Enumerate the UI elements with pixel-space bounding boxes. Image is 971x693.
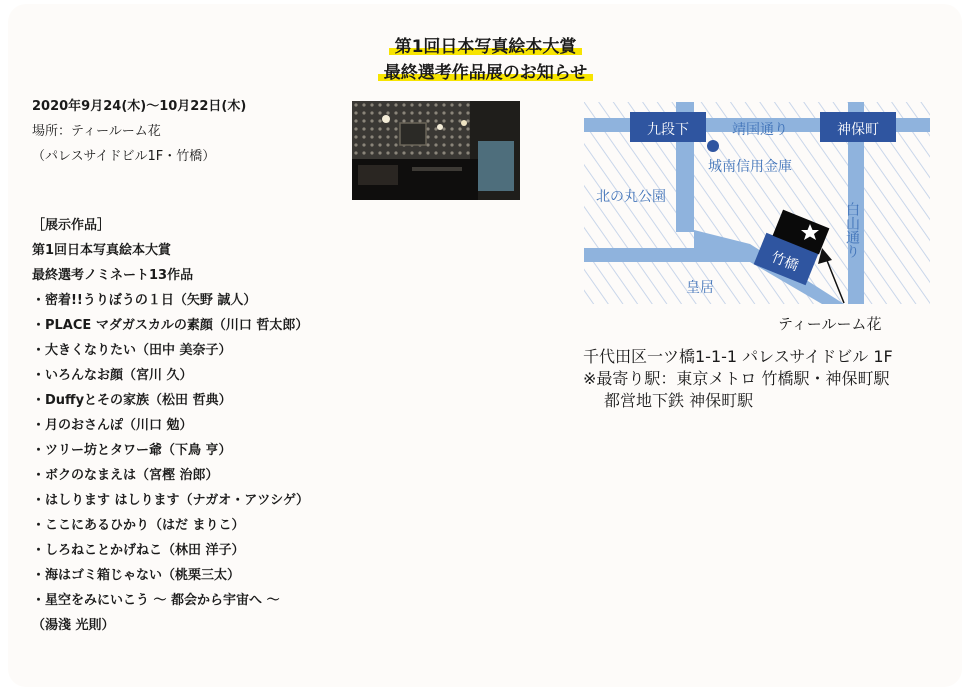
event-venue: 場所：ティールーム花 [32,124,161,139]
bank-marker [707,140,719,152]
event-info [32,94,352,638]
title-line-2: 最終選考作品展のお知らせ [378,63,594,83]
event-date: 2020年9月24(木)〜10月22日(木) [32,99,247,114]
map-label-bank: 城南信用金庫 [708,159,792,175]
map-label-yasukuni: 靖国通り [732,122,788,138]
work-item: ・いろんなお顔（宮川 久） [32,368,193,383]
map-label-takebashi: 竹橋 [768,249,801,275]
map-label-hakusan: 白山通り [844,202,860,258]
work-item: ・はしります はしります（ナガオ・アツシゲ） [32,493,310,508]
tearoom-photo [352,101,520,200]
map-label-shop: ティールーム花 [778,315,882,333]
map-label-park: 北の丸公園 [596,189,666,205]
work-item: ・大きくなりたい（田中 美奈子） [32,343,232,358]
work-item: ・月のおさんぽ（川口 勉） [32,418,193,433]
event-venue-detail: （パレスサイドビル1F・竹橋） [32,149,216,164]
nearest-stations: ※最寄り駅：東京メトロ 竹橋駅・神保町駅 [583,369,890,388]
work-item: ・海はゴミ箱じゃない（桃栗三太） [32,568,241,583]
address: 千代田区一ツ橋1-1-1 パレスサイドビル 1F [583,347,893,366]
map-label-jimbocho: 神保町 [837,122,879,138]
award-line-2: 最終選考ノミネート13作品 [32,268,194,283]
work-item: ・しろねことかげねこ（林田 洋子） [32,543,245,558]
work-item: ・ボクのなまえは（宮樫 治郎） [32,468,219,483]
work-item: （湯淺 光則） [32,618,115,633]
page-title [0,34,971,86]
award-line-1: 第1回日本写真絵本大賞 [32,243,172,258]
work-item: ・ツリー坊とタワー爺（下鳥 亨） [32,443,232,458]
toei-station: 都営地下鉄 神保町駅 [604,391,754,410]
work-item: ・PLACE マダガスカルの素顔（川口 哲太郎） [32,318,309,333]
work-item: ・星空をみにいこう 〜 都会から宇宙へ 〜 [32,593,280,608]
work-item: ・Duffyとその家族（松田 哲典） [32,393,232,408]
map-label-kudanshita: 九段下 [647,122,689,138]
work-item: ・密着!!うりぼうの１日（矢野 誠人） [32,293,257,308]
works-heading: ［展示作品］ [32,218,111,233]
work-item: ・ここにあるひかり（はだ まりこ） [32,518,245,533]
access-info [583,346,893,412]
map-label-palace: 皇居 [686,280,714,296]
title-line-1: 第1回日本写真絵本大賞 [389,37,583,57]
